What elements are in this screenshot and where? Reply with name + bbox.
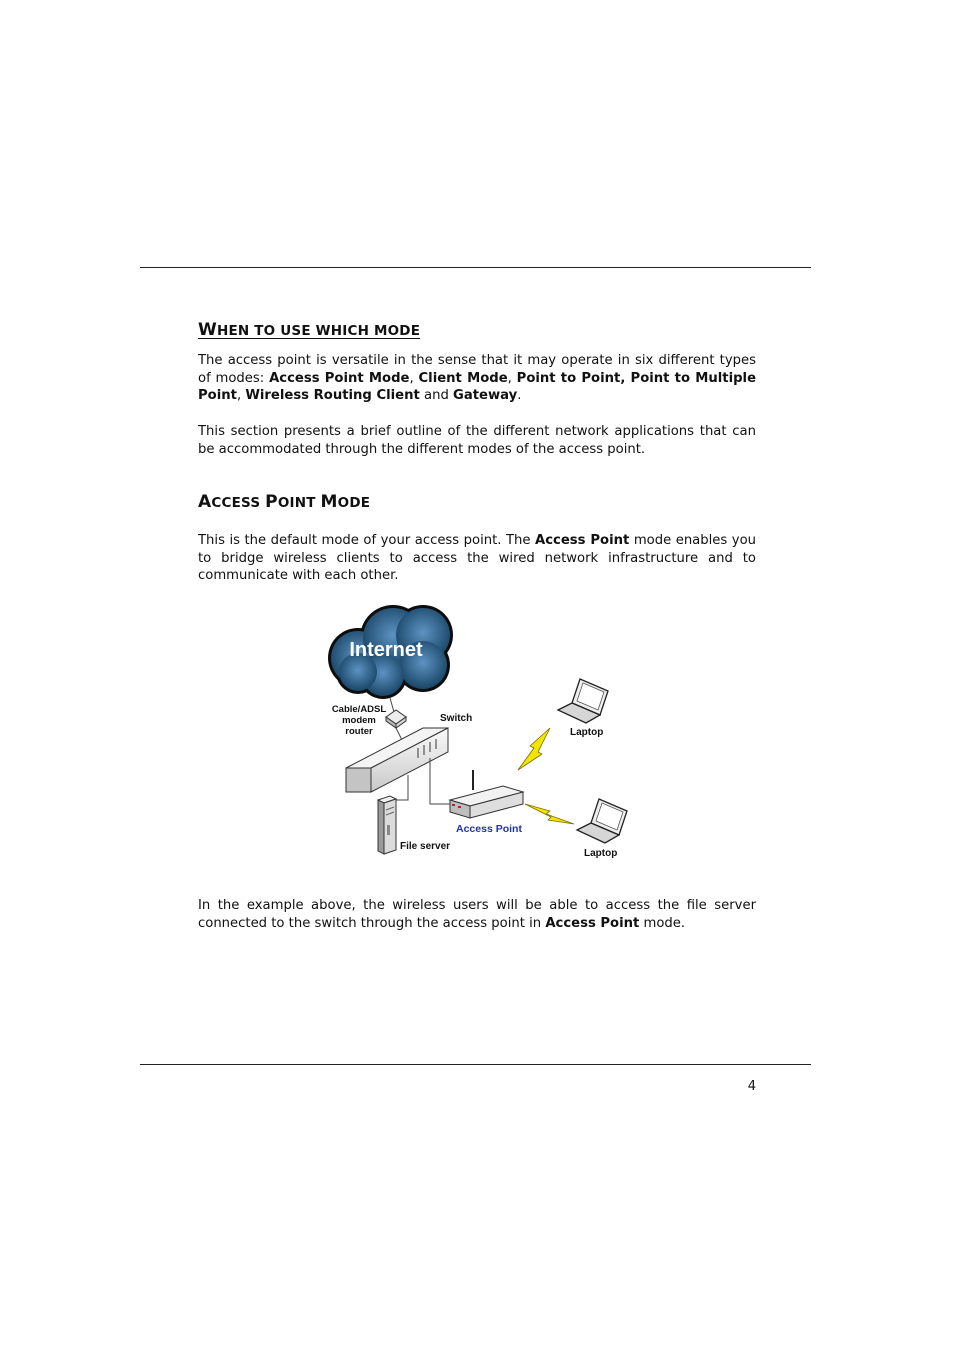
modem-label-line1: Cable/ADSL — [331, 704, 387, 715]
internet-label: Internet — [349, 639, 423, 661]
header-rule — [140, 267, 811, 268]
access-point-label: Access Point — [456, 823, 522, 835]
wireless-signal-icon-2 — [525, 804, 574, 824]
modem-router-icon — [386, 710, 406, 728]
file-server-icon — [378, 796, 396, 854]
section-when-to-use — [198, 320, 756, 340]
modem-switch-cable — [396, 728, 402, 740]
laptop2-label: Laptop — [584, 848, 618, 859]
paragraph-section-outline: This section presents a brief outline of the different network applications that can be accommodated through the different modes of the access point. — [198, 424, 756, 457]
internet-cloud-icon — [328, 605, 453, 699]
file-server-label: File server — [400, 841, 451, 852]
network-diagram — [318, 600, 638, 864]
access-point-icon — [450, 770, 523, 818]
section-access-point-mode — [198, 492, 756, 512]
switch-icon — [346, 728, 448, 792]
laptop-icon-2 — [577, 799, 627, 843]
heading-access-point-mode: ACCESS POINT MODE — [198, 492, 371, 512]
heading-when-to-use-which-mode: WHEN TO USE WHICH MODE — [198, 320, 421, 340]
switch-label: Switch — [440, 713, 473, 724]
laptop-icon-1 — [558, 679, 608, 723]
cloud-modem-cable — [390, 698, 394, 712]
switch-ap-cable — [430, 758, 454, 804]
modem-label-line2: modem — [342, 715, 376, 726]
footer-rule — [140, 1064, 811, 1065]
wireless-signal-icon-1 — [518, 728, 550, 770]
paragraph-default-mode: This is the default mode of your access point. The Access Point mode enables you to bridge wireless clients to access the wired network infrastructure and to communicate with each other. — [198, 533, 757, 583]
paragraph-example: In the example above, the wireless users will be able to access the file server connected to the switch through the access point in Access Point mode. — [198, 898, 756, 931]
modem-label-line3: router — [345, 726, 373, 737]
laptop1-label: Laptop — [570, 727, 604, 738]
page-number: 4 — [747, 1079, 756, 1094]
paragraph-modes: The access point is versatile in the sense that it may operate in six different types of modes: Access Point Mode, Client Mode, Point to Point, Point to Multiple Point, Wireless Routing Client and Gateway. — [198, 353, 757, 403]
